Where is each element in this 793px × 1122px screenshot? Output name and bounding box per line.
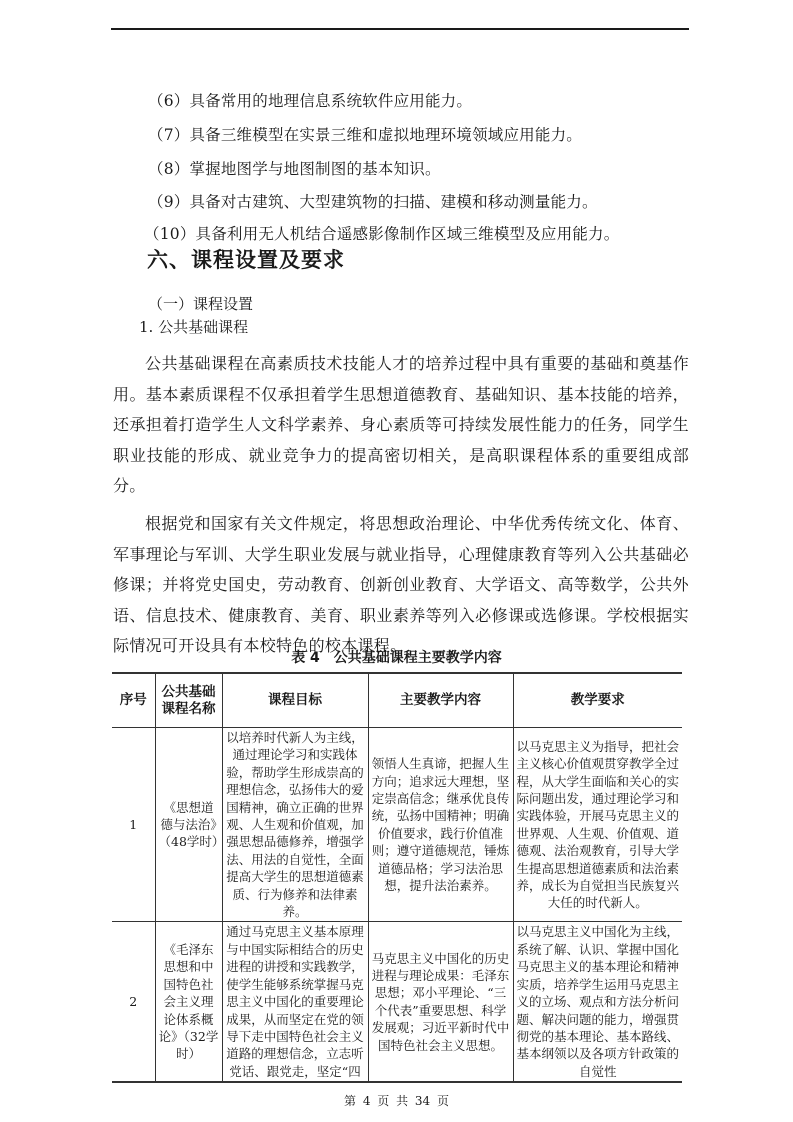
- list-item: （8）掌握地图学与地图制图的基本知识。: [148, 160, 441, 178]
- header-rule: [111, 28, 689, 30]
- cell-course-name: 《思想道德与法治》（48学时）: [155, 728, 222, 922]
- header-course-name: 公共基础课程名称: [155, 673, 222, 728]
- header-requirement: 教学要求: [513, 673, 682, 728]
- cell-no: 2: [112, 922, 155, 1082]
- cell-requirement: 以马克思主义为指导，把社会主义核心价值观贯穿教学全过程，从大学生面临和关心的实际问题出发，通过理论学习和实践体验，开展马克思主义的世界观、人生观、价值观、道德观、法治观教育，引导大学生提高思想道德素质和法治素养，成长为自觉担当民族复兴大任的时代新人。: [513, 728, 682, 922]
- list-item: （6）具备常用的地理信息系统软件应用能力。: [148, 92, 473, 110]
- list-item: （9）具备对古建筑、大型建筑物的扫描、建模和移动测量能力。: [148, 193, 598, 211]
- table-header-row: [112, 673, 682, 728]
- table-row: [112, 728, 682, 922]
- cell-no: 1: [112, 728, 155, 922]
- paragraph: 公共基础课程在高素质技术技能人才的培养过程中具有重要的基础和奠基作用。基本素质课程不仅承担着学生思想道德教育、基础知识、基本技能的培养，还承担着打造学生人文科学素养、身心素质等可持续发展性能力的任务，同学生职业技能的形成、就业竞争力的提高密切相关，是高职课程体系的重要组成部分。: [113, 354, 689, 495]
- cell-goal: 通过马克思主义基本原理与中国实际相结合的历史进程的讲授和实践教学，使学生能够系统掌握马克思主义中国化的重要理论成果，从而坚定在党的领导下走中国特色社会主义道路的理想信念，立志听党话、跟党走，坚定“四: [222, 922, 368, 1082]
- table-caption: 表 4 公共基础课程主要教学内容: [291, 650, 502, 666]
- paragraph: 根据党和国家有关文件规定，将思想政治理论、中华优秀传统文化、体育、军事理论与军训、大学生职业发展与就业指导，心理健康教育等列入公共基础必修课；并将党史国史，劳动教育、创新创业教育、大学语文、高等数学，公共外语、信息技术、健康教育、美育、职业素养等列入必修课或选修课。学校根据实际情况可开设具有本校特色的校本课程。: [113, 514, 689, 655]
- page-number-footer: 第 4 页 共 34 页: [344, 1094, 449, 1108]
- table-row: [112, 922, 682, 1082]
- cell-course-name: 《毛泽东思想和中国特色社会主义理论体系概论》（32学时）: [155, 922, 222, 1082]
- list-item: （7）具备三维模型在实景三维和虚拟地理环境领域应用能力。: [148, 126, 582, 144]
- cell-content: 领悟人生真谛，把握人生方向；追求远大理想，坚定崇高信念；继承优良传统，弘扬中国精神；明确价值要求，践行价值准则；遵守道德规范，锤炼道德品格；学习法治思想，提升法治素养。: [368, 728, 513, 922]
- cell-content: 马克思主义中国化的历史进程与理论成果：毛泽东思想；邓小平理论、“三个代表”重要思想、科学发展观；习近平新时代中国特色社会主义思想。: [368, 922, 513, 1082]
- header-content: 主要教学内容: [368, 673, 513, 728]
- subsubsection-heading: 1. 公共基础课程: [139, 318, 249, 336]
- cell-requirement: 以马克思主义中国化为主线，系统了解、认识、掌握中国化马克思主义的基本理论和精神实质，培养学生运用马克思主义的立场、观点和方法分析问题、解决问题的能力，增强贯彻党的基本理论、基本路线、基本纲领以及各项方针政策的自觉性: [513, 922, 682, 1082]
- section-title: 六、课程设置及要求: [147, 248, 345, 272]
- header-goal: 课程目标: [222, 673, 368, 728]
- cell-goal: 以培养时代新人为主线，通过理论学习和实践体验，帮助学生形成崇高的理想信念，弘扬伟大的爱国精神，确立正确的世界观、人生观和价值观，加强思想品德修养，增强学法、用法的自觉性，全面提高大学生的思想道德素质、行为修养和法律素养。: [222, 728, 368, 922]
- header-no: 序号: [112, 673, 155, 728]
- subsection-heading: （一）课程设置: [148, 295, 254, 313]
- list-item: （10）具备利用无人机结合遥感影像制作区域三维模型及应用能力。: [144, 225, 620, 243]
- course-table: [112, 672, 682, 1083]
